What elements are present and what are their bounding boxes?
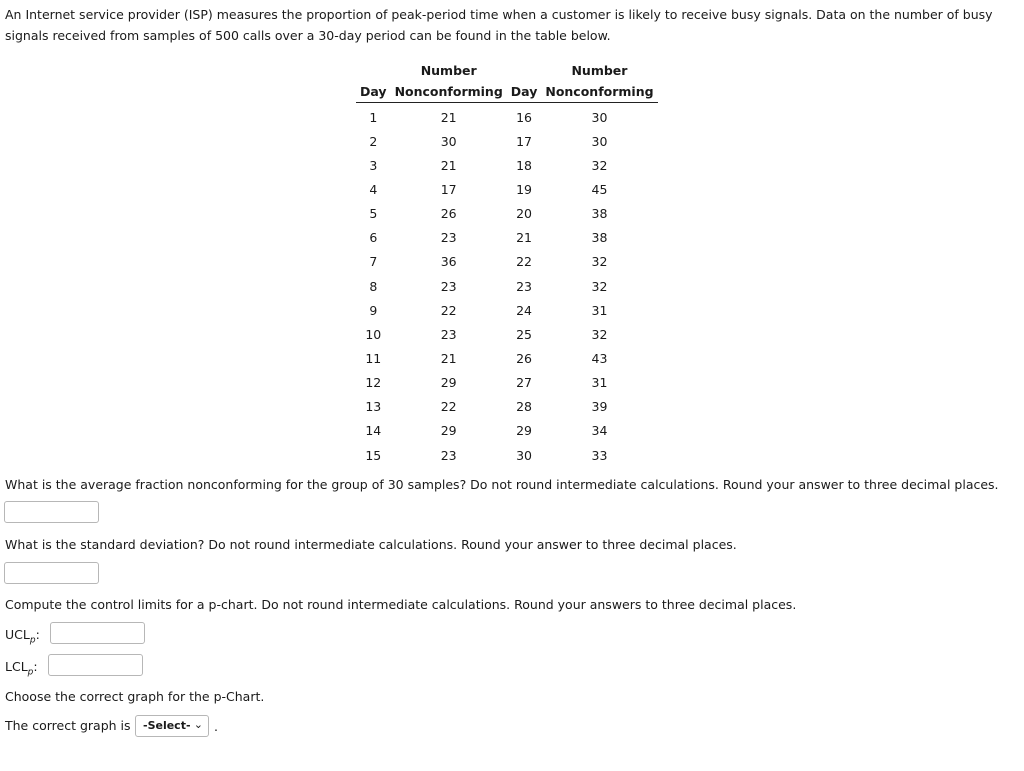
lcl-label: $LCL_p$: (5, 659, 38, 678)
table-cell: 13 (365, 399, 382, 415)
table-row (356, 177, 658, 201)
table-cell: 11 (365, 350, 382, 366)
table-cell: 43 (591, 350, 608, 366)
data-table (356, 60, 658, 467)
average-fraction-input[interactable] (4, 501, 99, 523)
question-control-limits: Compute the control limits for a p-chart. Do not round intermediate calculations. Round your answers to three decimal places. (5, 597, 797, 612)
table-cell: 30 (516, 447, 533, 463)
table-cell: 21 (440, 157, 457, 173)
table-cell: 33 (591, 447, 608, 463)
table-cell: 14 (365, 423, 382, 439)
table-cell: 6 (369, 230, 378, 246)
table-cell: 36 (440, 254, 457, 270)
header-number-2: Number (571, 63, 628, 78)
table-row (356, 346, 658, 370)
lcl-input[interactable] (48, 654, 143, 676)
header-day-1: Day (356, 81, 391, 103)
ucl-input[interactable] (50, 622, 145, 644)
table-row (356, 129, 658, 153)
table-row (356, 443, 658, 467)
table-cell: 39 (591, 399, 608, 415)
table-cell: 29 (516, 423, 533, 439)
table-cell: 32 (591, 326, 608, 342)
table-cell: 32 (591, 278, 608, 294)
question-choose-graph: Choose the correct graph for the p-Chart. (5, 689, 265, 704)
table-cell: 22 (440, 399, 457, 415)
table-cell: 22 (440, 302, 457, 318)
table-row (356, 250, 658, 274)
standard-deviation-input[interactable] (4, 562, 99, 584)
table-cell: 23 (440, 278, 457, 294)
table-cell: 23 (440, 326, 457, 342)
table-cell: 22 (516, 254, 533, 270)
table-cell: 23 (440, 447, 457, 463)
table-row (356, 274, 658, 298)
table-row (356, 298, 658, 322)
table-cell: 5 (369, 206, 378, 222)
graph-select[interactable] (135, 715, 209, 737)
table-cell: 28 (516, 399, 533, 415)
table-row (356, 322, 658, 346)
table-cell: 25 (516, 326, 533, 342)
table-cell: 17 (440, 181, 457, 197)
table-cell: 29 (440, 375, 457, 391)
header-number-1: Number (420, 63, 477, 78)
table-cell: 31 (591, 302, 608, 318)
table-row (356, 103, 658, 130)
table-cell: 38 (591, 230, 608, 246)
table-row (356, 371, 658, 395)
table-cell: 27 (516, 375, 533, 391)
table-cell: 26 (516, 350, 533, 366)
table-cell: 16 (516, 109, 533, 125)
table-cell: 29 (440, 423, 457, 439)
header-nonconforming-1: Nonconforming (391, 81, 507, 103)
table-cell: 4 (369, 181, 378, 197)
table-cell: 31 (591, 375, 608, 391)
table-cell: 8 (369, 278, 378, 294)
table-cell: 21 (440, 109, 457, 125)
table-cell: 32 (591, 157, 608, 173)
table-cell: 1 (369, 109, 378, 125)
table-cell: 9 (369, 302, 378, 318)
table-row (356, 153, 658, 177)
table-row (356, 419, 658, 443)
table-cell: 34 (591, 423, 608, 439)
table-cell: 30 (440, 133, 457, 149)
header-nonconforming-2: Nonconforming (541, 81, 657, 103)
table-cell: 12 (365, 375, 382, 391)
question-standard-deviation: What is the standard deviation? Do not round intermediate calculations. Round your answer to three decimal places. (5, 537, 737, 552)
table-cell: 23 (516, 278, 533, 294)
table-row (356, 395, 658, 419)
ucl-label: $UCL_p$: (5, 627, 40, 646)
table-cell: 17 (516, 133, 533, 149)
graph-prompt: The correct graph is (5, 718, 131, 733)
table-cell: 45 (591, 181, 608, 197)
table-row (356, 226, 658, 250)
table-cell: 19 (516, 181, 533, 197)
table-cell: 24 (516, 302, 533, 318)
table-row (356, 202, 658, 226)
table-cell: 21 (440, 350, 457, 366)
table-cell: 32 (591, 254, 608, 270)
table-cell: 20 (516, 206, 533, 222)
table-cell: 10 (365, 326, 382, 342)
table-cell: 18 (516, 157, 533, 173)
table-cell: 23 (440, 230, 457, 246)
table-cell: 30 (591, 133, 608, 149)
problem-intro: An Internet service provider (ISP) measures the proportion of peak-period time when a customer is likely to receive busy signals. Data on the number of busy signals received from samples of 500 calls over a 30-day period can be found in the table below. (5, 7, 993, 43)
header-day-2: Day (507, 81, 542, 103)
table-cell: 38 (591, 206, 608, 222)
table-cell: 21 (516, 230, 533, 246)
chevron-down-icon: ⌄ (193, 718, 203, 731)
table-cell: 3 (369, 157, 378, 173)
question-average-fraction: What is the average fraction nonconforming for the group of 30 samples? Do not round intermediate calculations. Round your answer to three decimal places. (5, 477, 999, 492)
graph-select-value: -Select- (143, 719, 191, 732)
table-cell: 15 (365, 447, 382, 463)
table-cell: 2 (369, 133, 378, 149)
table-cell: 7 (369, 254, 378, 270)
table-cell: 30 (591, 109, 608, 125)
table-cell: 26 (440, 206, 457, 222)
